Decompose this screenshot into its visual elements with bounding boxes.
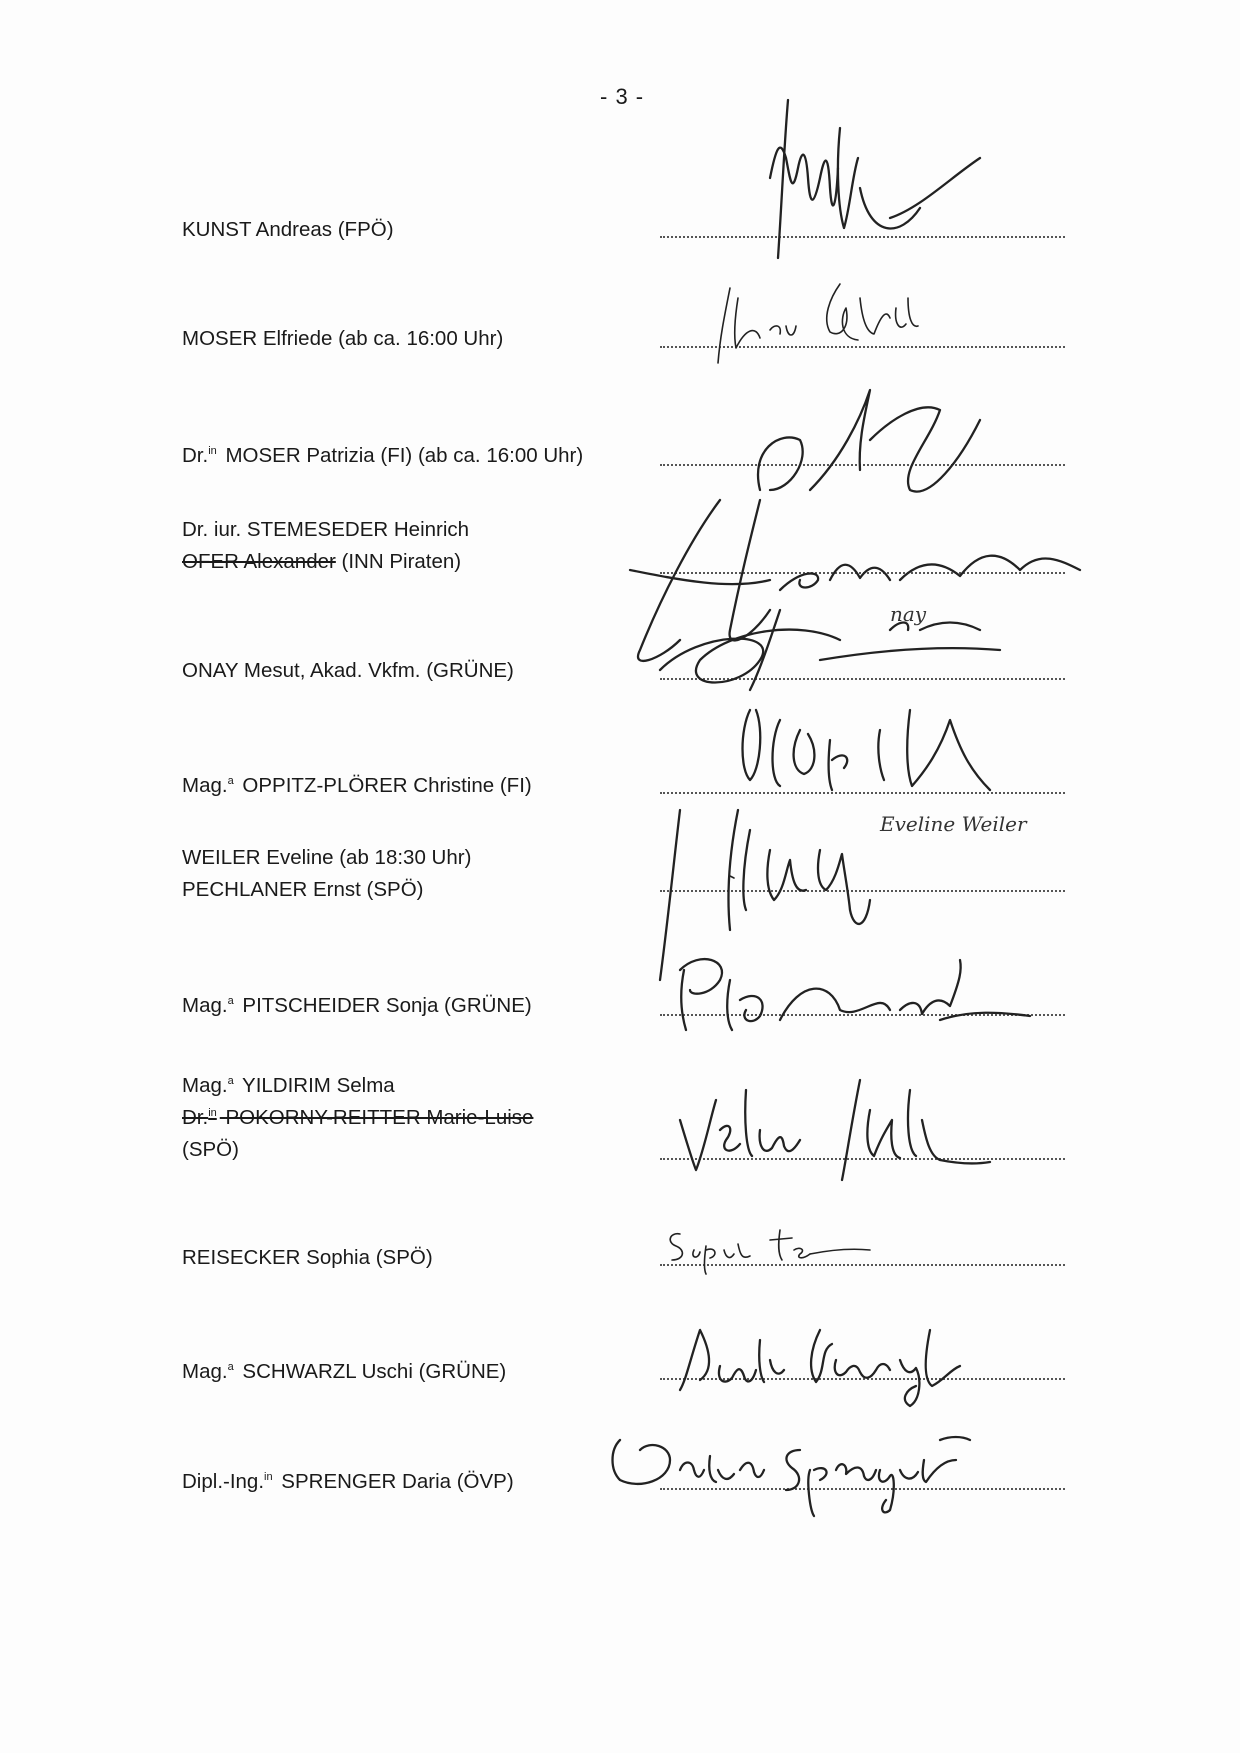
signatory-yildirim (182, 1070, 533, 1166)
signature-onay (640, 590, 1070, 700)
signatory-schwarzl (182, 1356, 506, 1388)
signature-moser-elfriede (690, 268, 990, 368)
signatory-name-replaced: Dr.$^{in}$ POKORNY-REITTER Marie-Luise (182, 1106, 534, 1129)
signatory-name: ONAY Mesut, Akad. Vkfm. (GRÜNE) (182, 659, 514, 682)
page-number: - 3 - (600, 84, 645, 109)
signatory-reisecker (182, 1242, 433, 1274)
signature-oppitz (720, 690, 1020, 800)
signatory-name: Dr.$^{in}$ MOSER Patrizia (FI) (ab ca. 16:00 Uhr) (182, 444, 584, 467)
signatory-name: Mag.$^a$ OPPITZ-PLÖRER Christine (FI) (182, 774, 532, 797)
signatory-name: REISECKER Sophia (SPÖ) (182, 1246, 433, 1269)
handwritten-caption: Eveline Weiler (880, 812, 1027, 836)
signatory-sprenger (182, 1466, 514, 1498)
signatory-moser-elfriede (182, 323, 503, 355)
signatory-name-replaced: OFER Alexander (INN Piraten) (182, 550, 462, 573)
signatory-oppitz (182, 770, 532, 802)
signature-kunst (740, 88, 1000, 268)
signatory-kunst (182, 214, 394, 246)
signatory-name: PECHLANER Ernst (SPÖ) (182, 878, 424, 901)
signatory-party: (SPÖ) (182, 1138, 239, 1161)
signatory-pitscheider (182, 990, 532, 1022)
signature-reisecker (660, 1220, 900, 1280)
signature-yildirim (660, 1060, 980, 1180)
signatory-onay (182, 655, 514, 687)
signatory-weiler (182, 842, 471, 906)
signatory-moser-patrizia (182, 440, 583, 472)
signature-sprenger (600, 1420, 1020, 1520)
handwritten-caption: nay (890, 602, 927, 626)
signatory-name: Dr. iur. STEMESEDER Heinrich (182, 518, 470, 541)
signatory-name: Mag.$^a$ YILDIRIM Selma (182, 1074, 395, 1097)
signatory-name: Mag.$^a$ SCHWARZL Uschi (GRÜNE) (182, 1360, 507, 1383)
signatory-name: WEILER Eveline (ab 18:30 Uhr) (182, 846, 472, 869)
signatory-name: MOSER Elfriede (ab ca. 16:00 Uhr) (182, 327, 504, 350)
signature-schwarzl (660, 1310, 1020, 1410)
signature-pitscheider (660, 940, 1040, 1040)
signatory-name: Mag.$^a$ PITSCHEIDER Sonja (GRÜNE) (182, 994, 532, 1017)
signatory-stemeseder (182, 514, 469, 578)
signatory-name: Dipl.-Ing.$^{in}$ SPRENGER Daria (ÖVP) (182, 1470, 514, 1493)
signatory-name: KUNST Andreas (FPÖ) (182, 218, 394, 241)
